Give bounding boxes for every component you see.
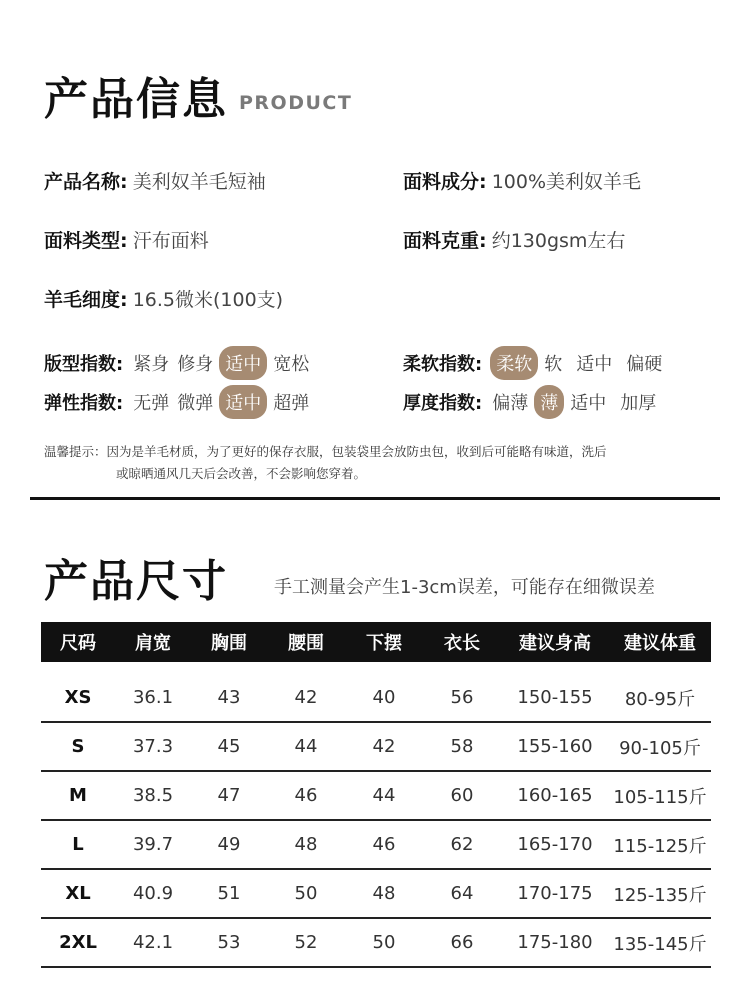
scale-option: 超弹	[273, 393, 310, 414]
scale-option: 无弹	[133, 393, 170, 414]
table-cell: 50	[345, 918, 423, 967]
size-table-wrapper	[41, 622, 711, 968]
table-cell: 58	[423, 722, 501, 771]
header-cell: 下摆	[345, 622, 423, 662]
table-cell: 62	[423, 820, 501, 869]
table-cell: 66	[423, 918, 501, 967]
field-label: 羊毛细度:	[44, 289, 128, 311]
table-cell: 40.9	[115, 869, 191, 918]
care-note	[44, 441, 714, 485]
size-cell: L	[41, 820, 115, 869]
table-cell: 42	[345, 722, 423, 771]
scale-option: 微弹	[177, 393, 214, 414]
scale-label: 柔软指数:	[403, 354, 483, 375]
info-section-title: 产品信息	[44, 74, 228, 125]
size-cell: XL	[41, 869, 115, 918]
scale-option: 偏硬	[626, 354, 663, 375]
table-cell: 43	[191, 674, 267, 722]
field-value: 100%美利奴羊毛	[491, 171, 642, 193]
field-label: 产品名称:	[44, 171, 128, 193]
table-cell: 115-125斤	[609, 820, 711, 869]
table-cell: 46	[267, 771, 345, 820]
table-row	[41, 722, 711, 771]
scale-option-selected: 柔软	[490, 346, 538, 380]
header-cell: 衣长	[423, 622, 501, 662]
table-row	[41, 869, 711, 918]
scale-thickness	[403, 385, 662, 419]
scale-option: 偏薄	[492, 393, 529, 414]
scale-option-selected: 适中	[219, 346, 267, 380]
scale-option-selected: 适中	[219, 385, 267, 419]
table-cell: 39.7	[115, 820, 191, 869]
header-cell: 建议体重	[609, 622, 711, 662]
table-cell: 46	[345, 820, 423, 869]
table-cell: 56	[423, 674, 501, 722]
field-label: 面料成分:	[403, 171, 487, 193]
scale-option: 宽松	[273, 354, 310, 375]
size-section-title: 产品尺寸	[44, 556, 228, 607]
header-cell: 建议身高	[501, 622, 609, 662]
table-cell: 40	[345, 674, 423, 722]
table-cell: 60	[423, 771, 501, 820]
table-cell: 175-180	[501, 918, 609, 967]
table-cell: 42.1	[115, 918, 191, 967]
field-fabric-weight	[403, 226, 625, 253]
table-cell: 45	[191, 722, 267, 771]
size-cell: 2XL	[41, 918, 115, 967]
header-cell: 肩宽	[115, 622, 191, 662]
field-fabric-type	[44, 226, 209, 253]
table-row	[41, 771, 711, 820]
table-row	[41, 674, 711, 722]
table-cell: 36.1	[115, 674, 191, 722]
table-cell: 160-165	[501, 771, 609, 820]
table-cell: 150-155	[501, 674, 609, 722]
table-cell: 52	[267, 918, 345, 967]
field-label: 面料克重:	[403, 230, 487, 252]
size-cell: M	[41, 771, 115, 820]
size-section-note: 手工测量会产生1-3cm误差，可能存在细微误差	[274, 577, 655, 598]
table-cell: 44	[345, 771, 423, 820]
table-cell: 48	[345, 869, 423, 918]
table-cell: 165-170	[501, 820, 609, 869]
field-label: 面料类型:	[44, 230, 128, 252]
scale-label: 版型指数:	[44, 354, 124, 375]
table-cell: 64	[423, 869, 501, 918]
size-table-header-row	[41, 622, 711, 662]
care-note-line: 或晾晒通风几天后会改善，不会影响您穿着。	[116, 466, 367, 481]
scale-option: 加厚	[620, 393, 657, 414]
header-cell: 腰围	[267, 622, 345, 662]
scale-fit	[44, 346, 315, 380]
table-cell: 48	[267, 820, 345, 869]
table-row	[41, 820, 711, 869]
scale-label: 弹性指数:	[44, 393, 124, 414]
field-value: 美利奴羊毛短袖	[132, 171, 266, 193]
table-cell: 90-105斤	[609, 722, 711, 771]
table-cell: 105-115斤	[609, 771, 711, 820]
size-table	[41, 622, 711, 968]
field-value: 约130gsm左右	[491, 230, 626, 252]
table-row	[41, 918, 711, 967]
table-cell: 80-95斤	[609, 674, 711, 722]
table-cell: 49	[191, 820, 267, 869]
size-cell: S	[41, 722, 115, 771]
header-cell: 胸围	[191, 622, 267, 662]
table-cell: 50	[267, 869, 345, 918]
field-fabric-composition	[403, 167, 641, 194]
field-product-name	[44, 167, 266, 194]
scale-option-selected: 薄	[534, 385, 564, 419]
table-cell: 47	[191, 771, 267, 820]
field-value: 汗布面料	[132, 230, 209, 252]
scale-option: 修身	[177, 354, 214, 375]
field-value: 16.5微米(100支)	[132, 289, 284, 311]
scale-option: 适中	[570, 393, 607, 414]
table-cell: 125-135斤	[609, 869, 711, 918]
table-cell: 42	[267, 674, 345, 722]
scale-label: 厚度指数:	[403, 393, 483, 414]
header-cell: 尺码	[41, 622, 115, 662]
scale-elasticity	[44, 385, 315, 419]
size-cell: XS	[41, 674, 115, 722]
field-wool-fineness	[44, 285, 283, 312]
table-cell: 44	[267, 722, 345, 771]
table-cell: 51	[191, 869, 267, 918]
care-note-line: 温馨提示：因为是羊毛材质，为了更好的保存衣服，包装袋里会放防虫包，收到后可能略有味道，洗后	[44, 444, 607, 459]
scale-option: 适中	[576, 354, 613, 375]
table-cell: 38.5	[115, 771, 191, 820]
info-section-title-en: PRODUCT	[239, 92, 353, 114]
table-cell: 170-175	[501, 869, 609, 918]
table-cell: 155-160	[501, 722, 609, 771]
table-cell: 53	[191, 918, 267, 967]
table-cell: 135-145斤	[609, 918, 711, 967]
section-divider	[30, 497, 720, 500]
scale-option: 紧身	[133, 354, 170, 375]
scale-softness	[403, 346, 668, 380]
table-cell: 37.3	[115, 722, 191, 771]
scale-option: 软	[544, 354, 563, 375]
